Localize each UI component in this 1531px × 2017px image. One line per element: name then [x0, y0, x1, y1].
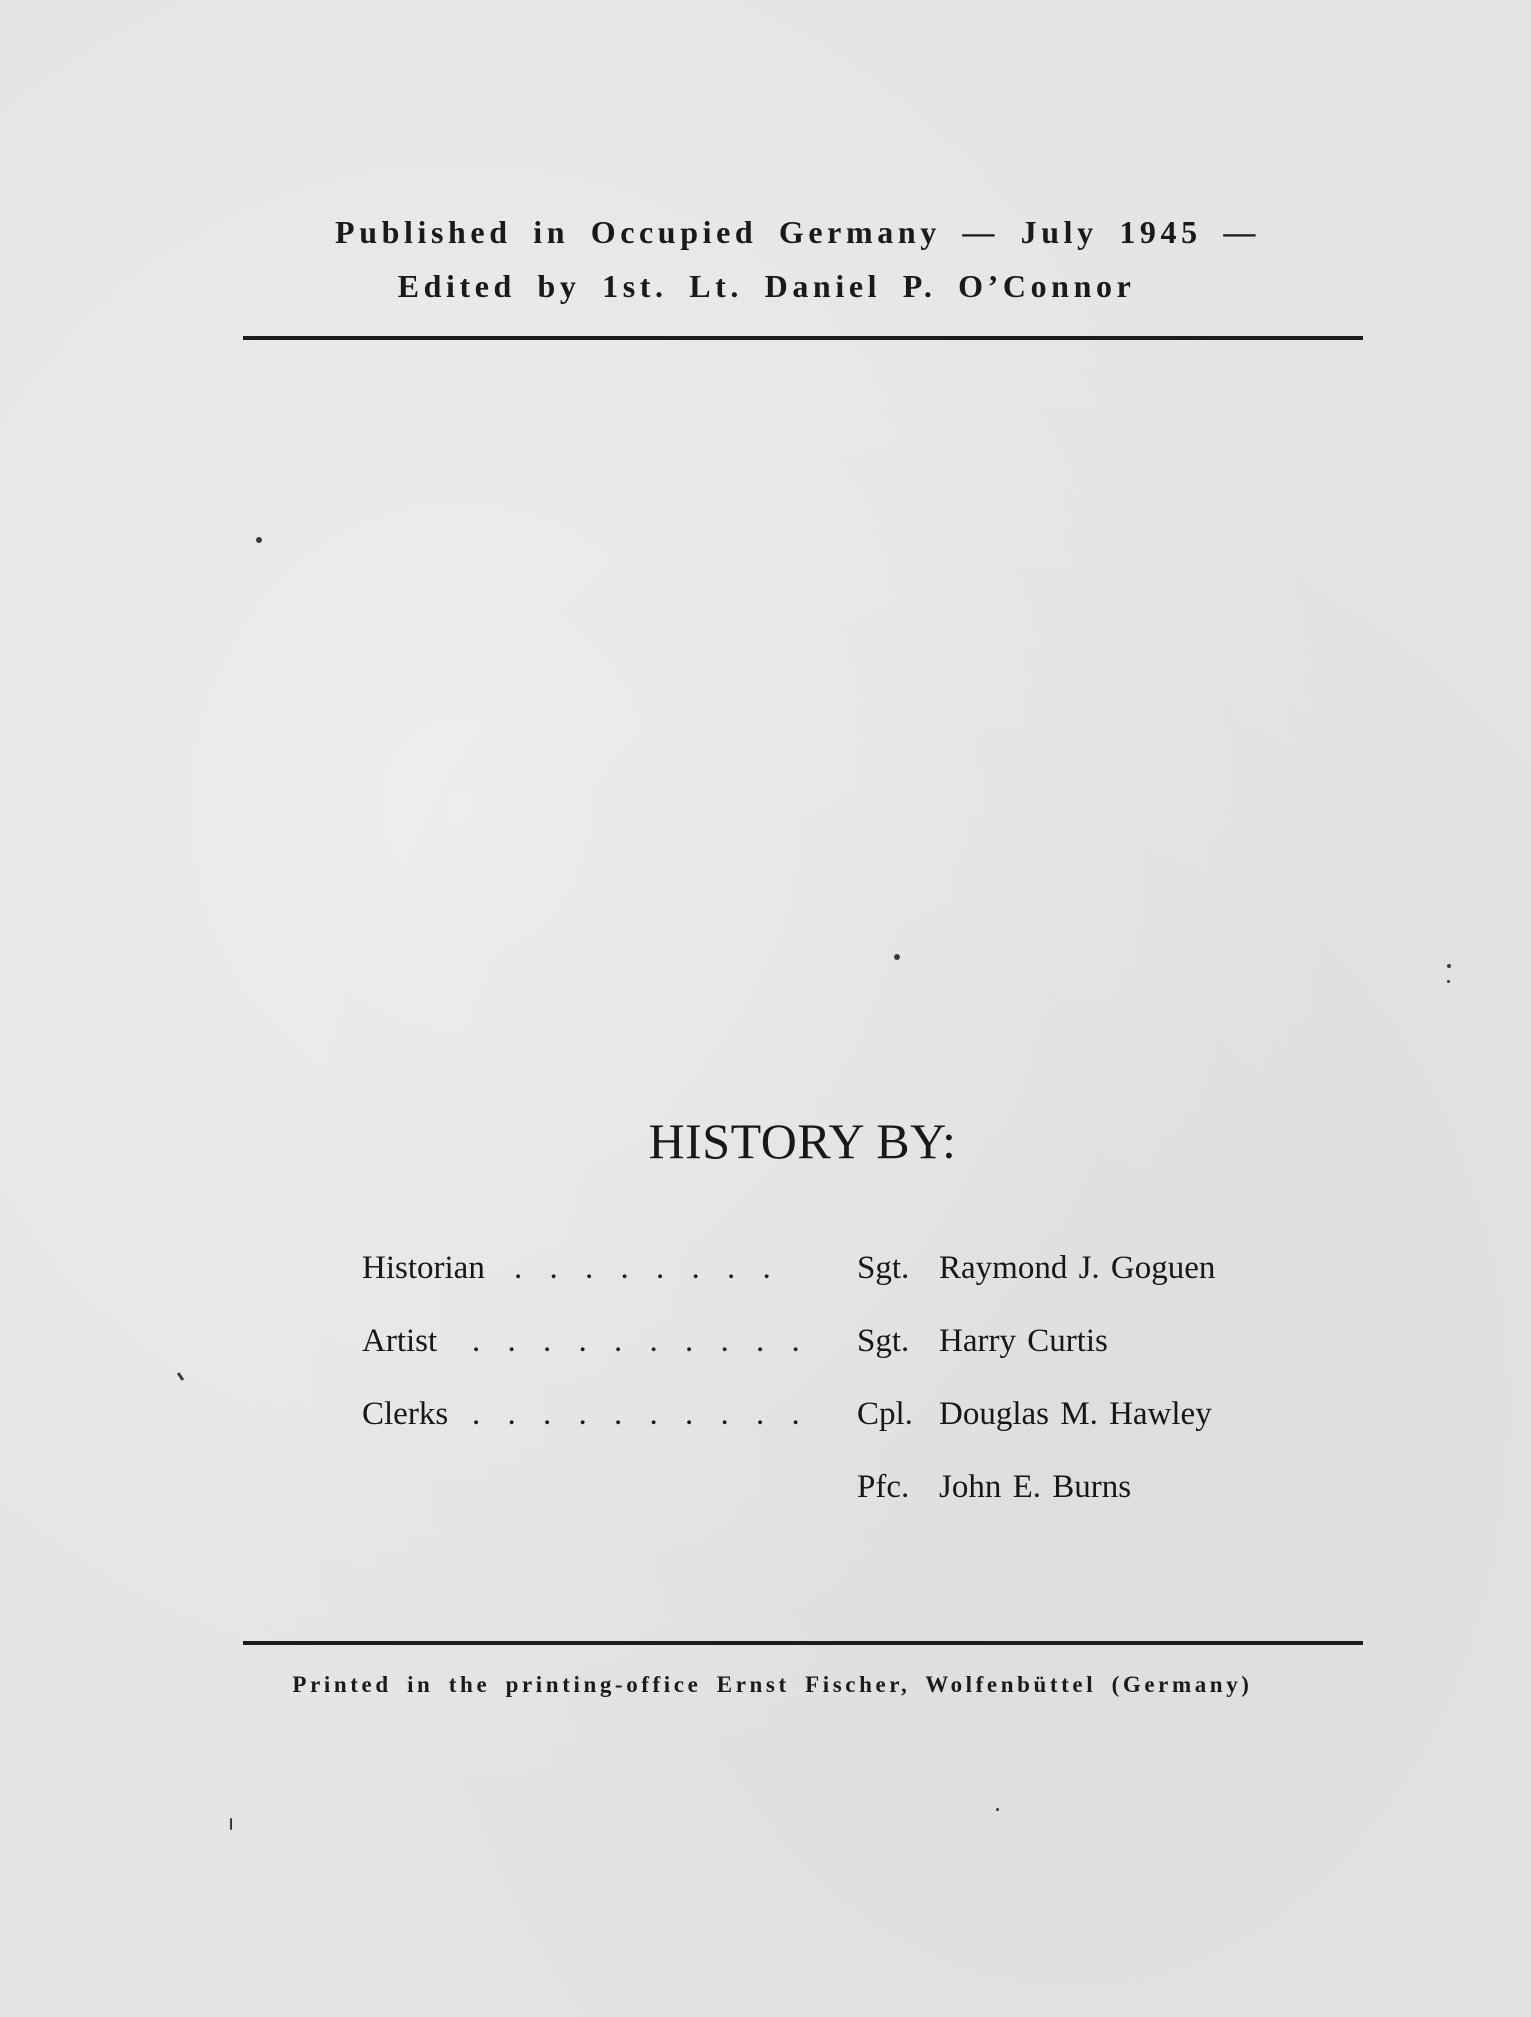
credit-rank: Cpl. [857, 1396, 913, 1432]
dot-leader: . . . . . . . . . . [472, 1323, 810, 1359]
credit-name: Douglas M. Hawley [939, 1396, 1212, 1432]
paper-speck [230, 1818, 232, 1830]
paper-speck [1447, 980, 1450, 983]
credit-name: John E. Burns [939, 1469, 1132, 1505]
publication-line: Published in Occupied Germany — July 1945 — [335, 214, 1260, 250]
credit-row-clerks [0, 1396, 1531, 1440]
credit-row-clerk-second [0, 1469, 1531, 1513]
top-rule [243, 336, 1363, 340]
bottom-rule [243, 1641, 1363, 1645]
dot-leader: . . . . . . . . [514, 1250, 781, 1286]
credit-role: Artist [362, 1323, 438, 1359]
paper-speck [894, 954, 900, 960]
editor-line: Edited by 1st. Lt. Daniel P. O’Connor [397, 268, 1136, 304]
paper-speck [996, 1808, 999, 1811]
credit-rank: Sgt. [857, 1250, 910, 1286]
credits-heading: HISTORY BY: [648, 1113, 957, 1169]
credit-role: Historian [362, 1250, 485, 1286]
paper-speck [256, 537, 262, 543]
credit-row-historian [0, 1250, 1531, 1294]
credit-name: Harry Curtis [939, 1323, 1108, 1359]
paper-speck [1447, 964, 1451, 968]
credit-row-artist [0, 1323, 1531, 1367]
credit-rank: Pfc. [857, 1469, 910, 1505]
credit-name: Raymond J. Goguen [939, 1250, 1216, 1286]
printer-line: Printed in the printing-office Ernst Fischer, Wolfenbüttel (Germany) [292, 1672, 1253, 1697]
dot-leader: . . . . . . . . . . [472, 1396, 810, 1432]
credit-role: Clerks [362, 1396, 449, 1432]
paper-speck [177, 1372, 185, 1381]
credit-rank: Sgt. [857, 1323, 910, 1359]
